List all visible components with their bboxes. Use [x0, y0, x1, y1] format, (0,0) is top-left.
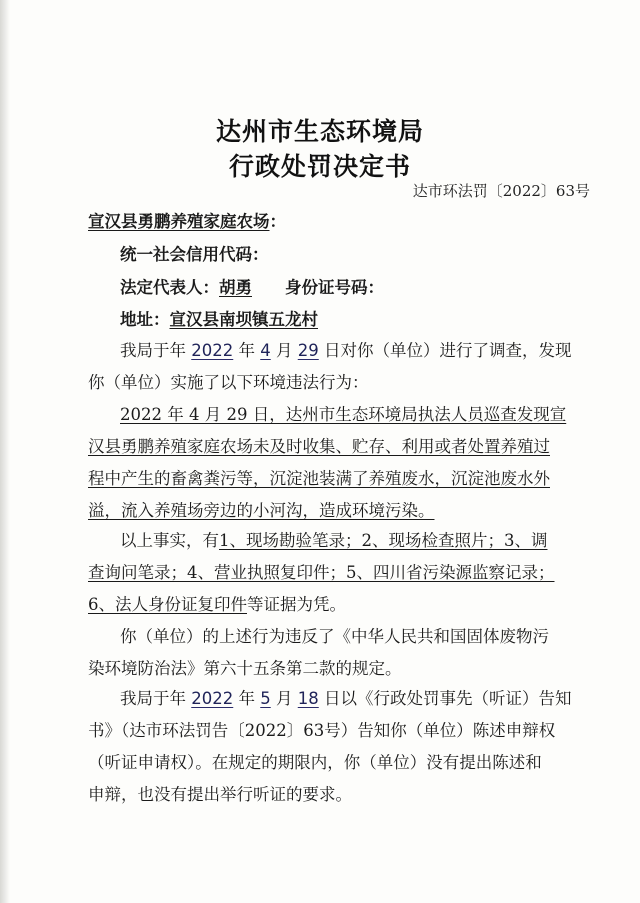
- violation-line-1: 2022 年 4 月 29 日，达州市生态环境局执法人员巡查发现宣: [120, 405, 567, 424]
- address-label: 地址：: [120, 310, 170, 329]
- investigation-line-2: 你（单位）实施了以下环境违法行为：: [88, 373, 369, 392]
- violation-line-3: 程中产生的畜禽粪污等，沉淀池装满了养殖废水，沉淀池废水外: [88, 469, 550, 488]
- text-segment: 以上事实，有: [120, 531, 219, 550]
- violation-line-2: 汉县勇鹏养殖家庭农场未及时收集、贮存、利用或者处置养殖过: [88, 437, 550, 456]
- evidence-line-3: [88, 595, 346, 615]
- address-line: [120, 310, 318, 330]
- text-segment: 年: [233, 341, 261, 360]
- text-segment: 我局于年: [120, 689, 192, 708]
- notice-line-1: [120, 689, 572, 709]
- address-value: 宣汉县南坝镇五龙村: [169, 310, 318, 329]
- text-segment: 等证据为凭。: [247, 595, 346, 614]
- violation-law-line-2: 染环境防治法》第六十五条第二款的规定。: [88, 659, 402, 678]
- investigation-month: 4: [260, 341, 271, 360]
- evidence-line-1: [120, 531, 548, 551]
- violation-line-4: 溢，流入养殖场旁边的小河沟，造成环境污染。: [88, 501, 435, 520]
- agency-title: 达州市生态环境局: [215, 117, 424, 146]
- evidence-line-2: 查询问笔录；4、营业执照复印件；5、四川省污染源监察记录；: [88, 563, 555, 582]
- legal-rep-line: [120, 278, 260, 298]
- investigation-line-1: [120, 341, 572, 361]
- legal-rep-label: 法定代表人：: [120, 278, 219, 297]
- notice-day: 18: [297, 689, 319, 708]
- investigation-day: 29: [297, 341, 319, 360]
- violation-law-line-1: 你（单位）的上述行为违反了《中华人民共和国固体废物污: [120, 627, 549, 646]
- id-number-label: 身份证号码：: [285, 278, 384, 297]
- notice-line-3: （听证申请权）。在规定的期限内，你（单位）没有提出陈述和: [88, 753, 542, 772]
- text-segment: 月: [270, 341, 298, 360]
- evidence-list-end: 6、法人身份证复印件: [88, 595, 247, 614]
- party-name: 宣汉县勇鹏养殖家庭农场: [88, 212, 270, 231]
- text-segment: 我局于年: [120, 341, 192, 360]
- notice-line-2: 书》（达市环法罚告〔2022〕63号）告知你（单位）陈述申辩权: [88, 721, 556, 740]
- legal-rep-value: 胡勇: [219, 278, 252, 297]
- notice-line-4: 申辩，也没有提出举行听证的要求。: [88, 785, 352, 804]
- document-title: 行政处罚决定书: [228, 152, 411, 181]
- text-segment: 日以《行政处罚事先（听证）告知: [318, 689, 572, 708]
- notice-month: 5: [260, 689, 271, 708]
- party-name-suffix: ：: [269, 212, 286, 231]
- investigation-year: 2022: [191, 341, 234, 360]
- credit-code-label: 统一社会信用代码：: [120, 245, 269, 264]
- text-segment: 年: [233, 689, 261, 708]
- notice-year: 2022: [191, 689, 234, 708]
- text-segment: 日对你（单位）进行了调查，发现: [318, 341, 572, 360]
- document-number: 达市环法罚〔2022〕63号: [412, 182, 590, 200]
- text-segment: 月: [270, 689, 298, 708]
- party-name-line: [88, 212, 286, 232]
- evidence-list: 1、现场勘验笔录；2、现场检查照片；3、调: [219, 531, 548, 550]
